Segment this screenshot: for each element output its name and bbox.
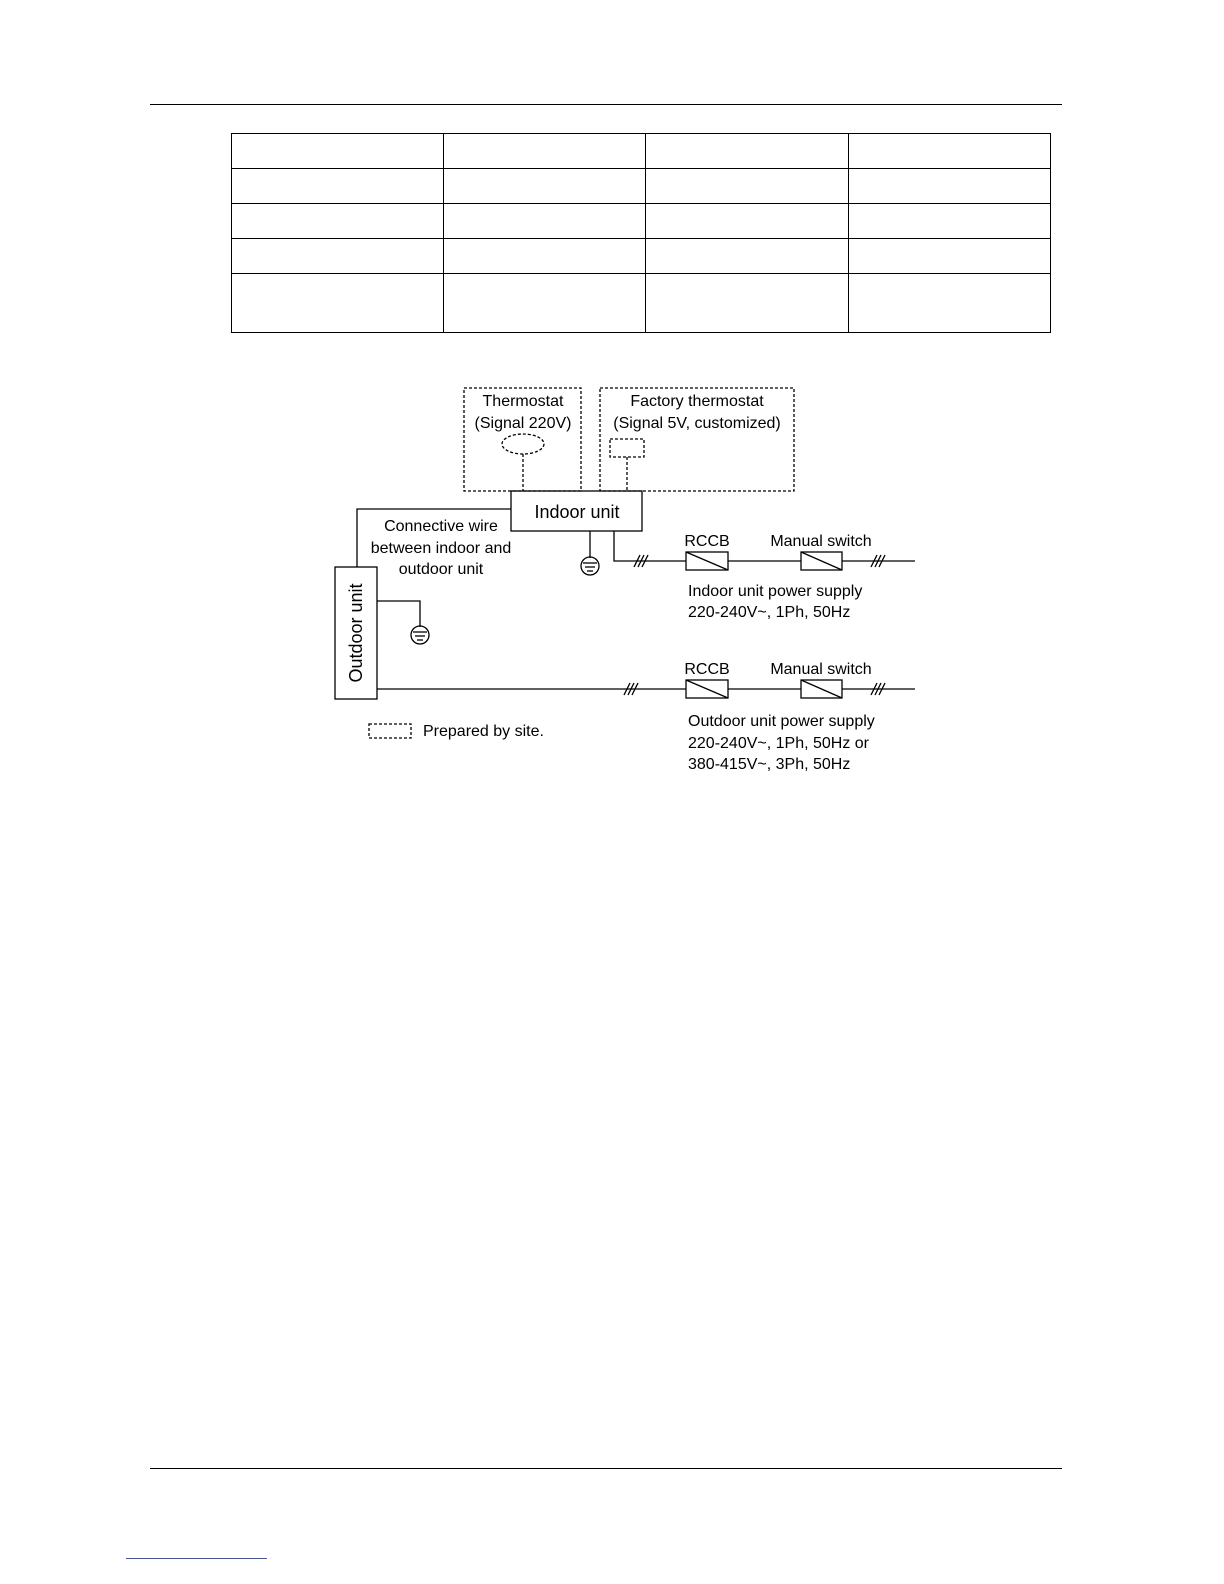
indoor-earth-icon [581,557,599,575]
footer-link-underline [126,1558,267,1559]
factory-thermostat-subtitle: (Signal 5V, customized) [613,415,781,432]
footer-rule [150,1468,1062,1469]
indoor-rccb-icon [686,552,728,570]
connective-wire-label-line2: between indoor and [370,540,512,557]
outdoor-supply-label-line3: 380-415V~, 3Ph, 50Hz [688,756,851,773]
thermostat-title: Thermostat [482,393,564,410]
indoor-supply-label-line2: 220-240V~, 1Ph, 50Hz [688,604,851,621]
thermostat-subtitle: (Signal 220V) [474,415,572,432]
outdoor-earth-wire [377,601,420,627]
indoor-unit-label: Indoor unit [534,502,620,522]
thermostat-symbol [502,434,544,454]
outdoor-manual-switch-icon [801,680,842,698]
factory-thermostat-symbol [610,439,644,457]
indoor-manual-switch-icon [801,552,842,570]
indoor-supply-label-line1: Indoor unit power supply [688,583,863,600]
legend-label: Prepared by site. [423,723,544,740]
outdoor-manual-switch-label: Manual switch [770,661,872,678]
indoor-power-wire [614,531,686,561]
indoor-manual-switch-label: Manual switch [770,533,872,550]
outdoor-earth-icon [411,626,429,644]
outdoor-rccb-label: RCCB [684,661,730,678]
outdoor-supply-label-line2: 220-240V~, 1Ph, 50Hz or [688,735,870,752]
indoor-rccb-label: RCCB [684,533,730,550]
outdoor-rccb-icon [686,680,728,698]
factory-thermostat-title: Factory thermostat [630,393,764,410]
outdoor-supply-label-line1: Outdoor unit power supply [688,713,875,730]
connective-wire-label-line3: outdoor unit [398,561,484,578]
connective-wire-label-line1: Connective wire [384,518,498,535]
outdoor-unit-label: Outdoor unit [346,583,366,683]
legend-dashed-box-icon [369,724,411,738]
